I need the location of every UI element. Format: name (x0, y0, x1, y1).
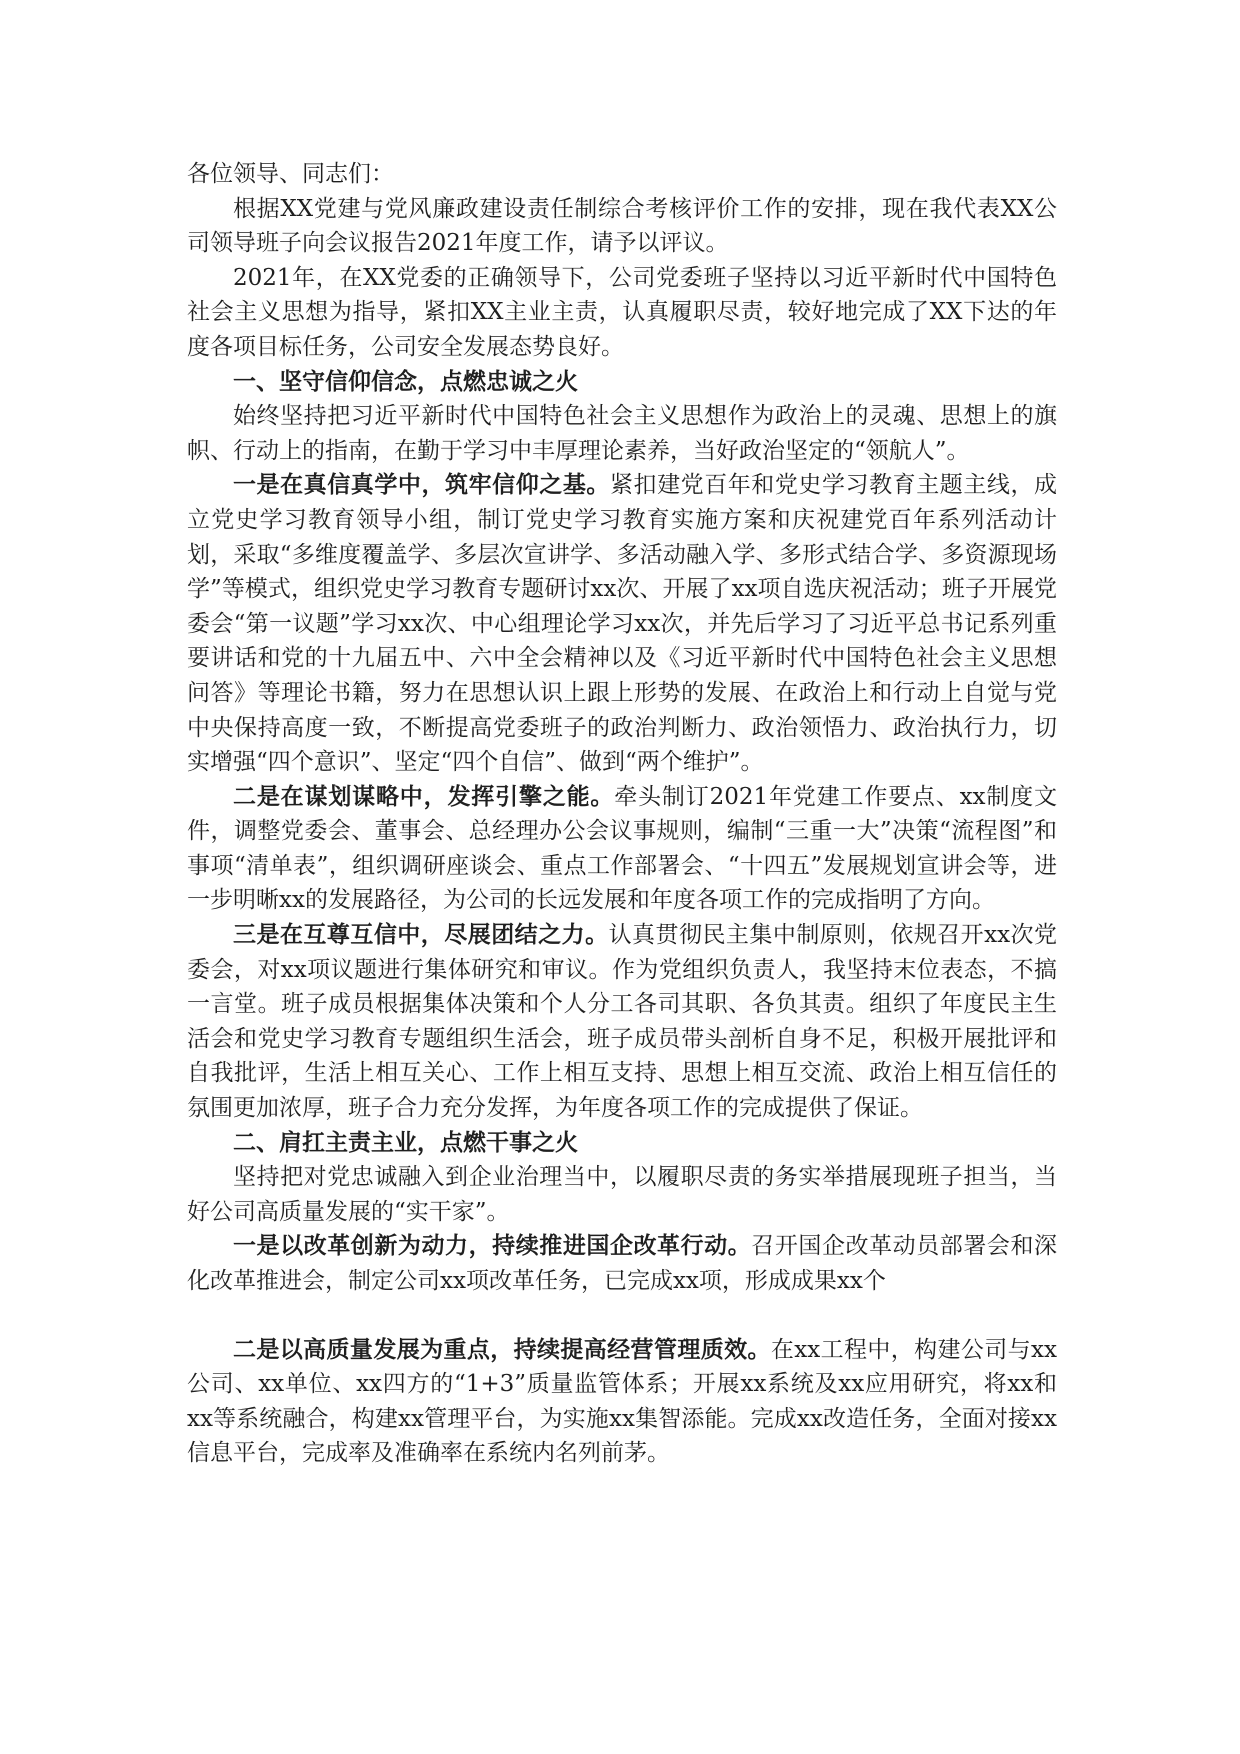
section-1-heading: 一、坚守信仰信念，点燃忠诚之火 (233, 367, 578, 395)
section-1-item-1 (187, 468, 1057, 779)
page-gap (187, 1299, 1057, 1333)
item-text: 紧扣建党百年和党史学习教育主题主线，成立党史学习教育领导小组，制订党史学习教育实施方案和庆祝建党百年系列活动计划，采取“多维度覆盖学、多层次宣讲学、多活动融入学、多形式结合学、多资源现场学”等模式，组织党史学习教育专题研讨xx次、开展了xx项自选庆祝活动；班子开展党委会“第一议题”学习xx次、中心组理论学习xx次，并先后学习了习近平总书记系列重要讲话和党的十九届五中、六中全会精神以及《习近平新时代中国特色社会主义思想问答》等理论书籍，努力在思想认识上跟上形势的发展、在政治上和行动上自觉与党中央保持高度一致，不断提高党委班子的政治判断力、政治领悟力、政治执行力，切实增强“四个意识”、坚定“四个自信”、做到“两个维护”。 (187, 472, 1058, 776)
item-text: 在xx工程中，构建公司与xx公司、xx单位、xx四方的“1+3”质量监管体系；开展xx系统及xx应用研究，将xx和xx等系统融合，构建xx管理平台，为实施xx集智添能。完成xx改造任务，全面对接xx信息平台，完成率及准确率在系统内名列前茅。 (187, 1336, 1058, 1467)
section-2-intro: 坚持把对党忠诚融入到企业治理当中，以履职尽责的务实举措展现班子担当，当好公司高质量发展的“实干家”。 (187, 1164, 1057, 1225)
intro-paragraph-2: 2021年，在XX党委的正确领导下，公司党委班子坚持以习近平新时代中国特色社会主义思想为指导，紧扣XX主业主责，认真履职尽责，较好地完成了XX下达的年度各项目标任务，公司安全发展态势良好。 (187, 264, 1057, 360)
section-1-item-2 (187, 780, 1057, 918)
item-text: 召开国企改革动员部署会和深化改革推进会，制定公司xx项改革任务，已完成xx项，形成成果xx个 (187, 1233, 1058, 1294)
section-2-item-2 (187, 1333, 1057, 1471)
item-text: 牵头制订2021年党建工作要点、xx制度文件，调整党委会、董事会、总经理办公会议事规则，编制“三重一大”决策“流程图”和事项“清单表”，组织调研座谈会、重点工作部署会、“十四五”发展规划宣讲会等，进一步明晰xx的发展路径，为公司的长远发展和年度各项工作的完成指明了方向。 (187, 783, 1057, 914)
item-lead: 二是以高质量发展为重点，持续提高经营管理质效。 (233, 1335, 771, 1363)
item-lead: 一是在真信真学中，筑牢信仰之基。 (233, 471, 610, 499)
item-lead: 三是在互尊互信中，尽展团结之力。 (233, 921, 609, 949)
section-1-item-3 (187, 918, 1057, 1126)
intro-paragraph-1: 根据XX党建与党风廉政建设责任制综合考核评价工作的安排，现在我代表XX公司领导班子向会议报告2021年度工作，请予以评议。 (187, 195, 1057, 257)
item-text: 认真贯彻民主集中制原则，依规召开xx次党委会，对xx项议题进行集体研究和审议。作为党组织负责人，我坚持末位表态，不搞一言堂。班子成员根据集体决策和个人分工各司其职、各负其责。组织了年度民主生活会和党史学习教育专题组织生活会，班子成员带头剖析自身不足，积极开展批评和自我批评，生活上相互关心、工作上相互支持、思想上相互交流、政治上相互信任的氛围更加浓厚，班子合力充分发挥，为年度各项工作的完成提供了保证。 (187, 922, 1058, 1122)
item-lead: 一是以改革创新为动力，持续推进国企改革行动。 (233, 1232, 752, 1260)
section-2-item-1 (187, 1229, 1057, 1298)
item-lead: 二是在谋划谋略中，发挥引擎之能。 (233, 782, 615, 810)
document-page (187, 157, 1057, 1471)
section-2-heading: 二、肩扛主责主业，点燃干事之火 (233, 1128, 578, 1156)
section-1-intro: 始终坚持把习近平新时代中国特色社会主义思想作为政治上的灵魂、思想上的旗帜、行动上的指南，在勤于学习中丰厚理论素养，当好政治坚定的“领航人”。 (187, 403, 1057, 464)
salutation: 各位领导、同志们： (187, 161, 394, 187)
